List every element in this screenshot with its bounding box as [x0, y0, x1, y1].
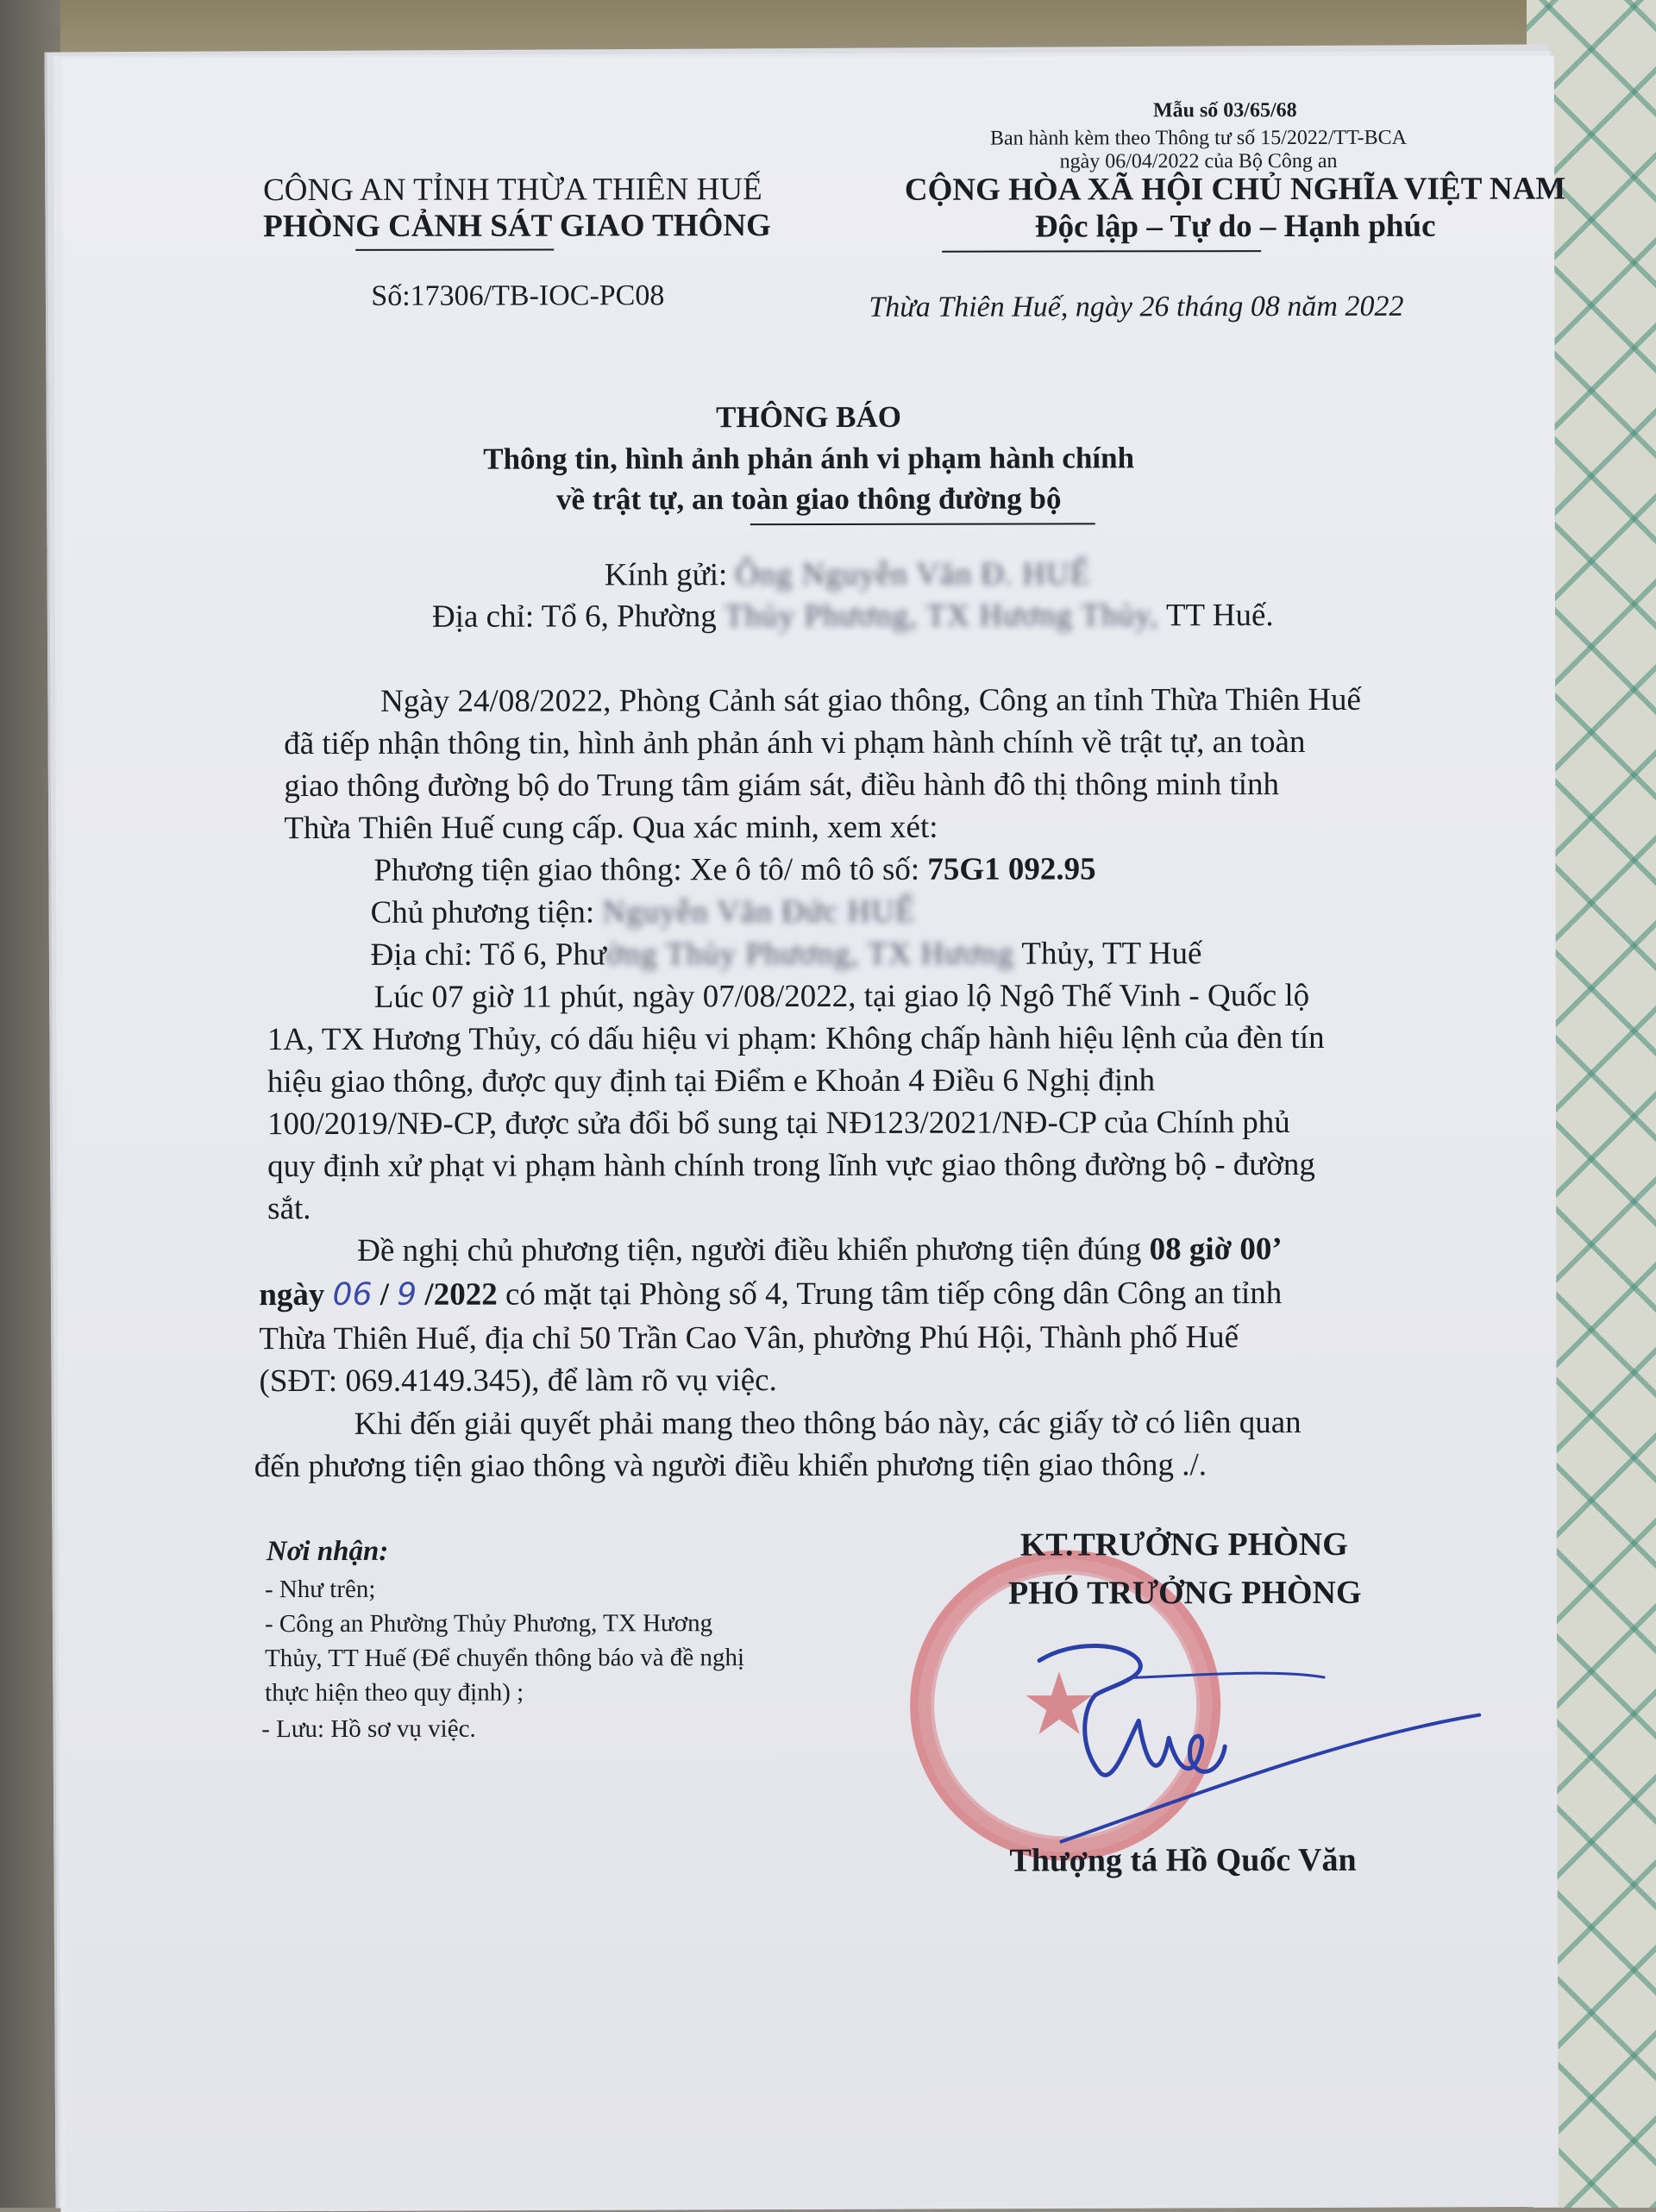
license-plate: 75G1 092.95: [927, 851, 1096, 887]
owner-address-label: Địa chỉ: Tổ 6, Phư: [370, 937, 606, 973]
request-text: có mặt tại Phòng số 4, Trung tâm tiếp công dân Công an tỉnh: [505, 1275, 1283, 1313]
document-subtitle: Thông tin, hình ảnh phản ánh vi phạm hành chính: [483, 441, 1135, 476]
form-basis-line: Ban hành kèm theo Thông tư số 15/2022/TT-BCA: [989, 126, 1408, 150]
form-number: Mẫu số 03/65/68: [1152, 99, 1297, 122]
divider: [942, 250, 1261, 253]
signer-title: PHÓ TRƯỞNG PHÒNG: [1007, 1574, 1362, 1612]
national-title: [804, 170, 1656, 246]
motto: Độc lập – Tự do – Hạnh phúc: [1034, 208, 1436, 245]
signer-name: Thượng tá Hồ Quốc Văn: [1009, 1841, 1357, 1879]
owner-line: [371, 891, 916, 934]
body-line: đến phương tiện giao thông và người điều khiển phương tiện giao thông ./.: [254, 1447, 1208, 1485]
body-line: Khi đến giải quyết phải mang theo thông báo này, các giấy tờ có liên quan: [354, 1405, 1302, 1442]
recipient-address: [432, 594, 1274, 638]
form-basis: [990, 127, 1407, 174]
owner-address-end: Thủy, TT Huế: [1021, 936, 1202, 972]
document-page: [62, 55, 1566, 2209]
body-line: Thừa Thiên Huế, địa chỉ 50 Trần Cao Vân, phường Phú Hội, Thành phố Huế: [259, 1319, 1239, 1357]
request-line: [259, 1272, 1282, 1316]
body-line: Lúc 07 giờ 11 phút, ngày 07/08/2022, tại giao lộ Ngô Thế Vinh - Quốc lộ: [373, 977, 1310, 1015]
agency-parent: CÔNG AN TỈNH THỪA THIÊN HUẾ: [263, 172, 762, 209]
date-slash: /: [380, 1276, 390, 1313]
nation-name: CỘNG HÒA XÃ HỘI CHỦ NGHĨA VIỆT NAM: [904, 171, 1566, 208]
form-basis-line: ngày 06/04/2022 của Bộ Công an: [1059, 149, 1338, 173]
date-label: ngày: [259, 1276, 325, 1313]
body-line: sắt.: [267, 1191, 311, 1227]
recipient-item: thực hiện theo quy định) ;: [265, 1678, 524, 1708]
owner-address: [371, 932, 1202, 976]
vehicle-line: [373, 848, 1095, 891]
star-icon: ★: [1020, 1657, 1098, 1753]
address-label: Địa chỉ: Tổ 6, Phường: [431, 598, 717, 635]
recipient-line: [605, 553, 1091, 596]
body-line: giao thông đường bộ do Trung tâm giám sát, điều hành đô thị thông minh tỉnh: [284, 767, 1280, 805]
body-line: đã tiếp nhận thông tin, hình ảnh phản ánh vi phạm hành chính về trật tự, an toàn: [284, 724, 1306, 762]
place-date: Thừa Thiên Huế, ngày 26 tháng 08 năm 2022: [869, 290, 1404, 323]
divider: [750, 523, 1095, 525]
agency-name: PHÒNG CẢNH SÁT GIAO THÔNG: [263, 208, 771, 245]
request-text: Đề nghị chủ phương tiện, người điều khiển phương tiện đúng: [357, 1231, 1142, 1269]
body-line: 1A, TX Hương Thủy, có dấu hiệu vi phạm: Không chấp hành hiệu lệnh của đèn tín: [267, 1019, 1325, 1058]
body-line: Ngày 24/08/2022, Phòng Cảnh sát giao thông, Công an tỉnh Thừa Thiên Huế: [380, 681, 1361, 719]
recipient-item: - Công an Phường Thủy Phương, TX Hương: [264, 1609, 713, 1639]
handwritten-day: 06: [332, 1276, 373, 1313]
request-line: [357, 1228, 1283, 1272]
recipient-item: - Lưu: Hồ sơ vụ việc.: [261, 1714, 476, 1744]
redacted-owner: Nguyễn Văn Đức HUẾ: [602, 893, 916, 931]
body-line: (SĐT: 069.4149.345), để làm rõ vụ việc.: [259, 1363, 777, 1400]
body-line: hiệu giao thông, được quy định tại Điểm e Khoản 4 Điều 6 Nghị định: [267, 1062, 1156, 1100]
address-end: TT Huế.: [1165, 598, 1274, 634]
appointment-time: 08 giờ 00’: [1149, 1231, 1283, 1268]
body-line: quy định xử phạt vi phạm hành chính trong lĩnh vực giao thông đường bộ - đường: [267, 1146, 1315, 1185]
recipients-title: Nơi nhận:: [266, 1535, 389, 1568]
redacted-name: Ông Nguyễn Văn Đ. HUẾ: [735, 556, 1091, 593]
issuing-agency: [263, 172, 771, 245]
vehicle-label: Phương tiện giao thông: Xe ô tô/ mô tô số:: [373, 851, 920, 888]
body-line: Thừa Thiên Huế cung cấp. Qua xác minh, xem xét:: [284, 809, 938, 847]
body-line: 100/2019/NĐ-CP, được sửa đổi bổ sung tại NĐ123/2021/NĐ-CP của Chính phủ: [267, 1105, 1290, 1143]
redacted-address: Thủy Phương, TX Hương Thủy,: [724, 598, 1159, 635]
redacted-owner-address: ờng Thủy Phương, TX Hương: [605, 936, 1014, 973]
document-title: THÔNG BÁO: [716, 399, 902, 435]
owner-label: Chủ phương tiện:: [370, 894, 595, 931]
handwritten-month: 9: [397, 1276, 417, 1313]
date-year: /2022: [424, 1276, 498, 1313]
divider: [355, 249, 554, 251]
recipient-item: - Như trên;: [264, 1575, 376, 1604]
document-number: Số:17306/TB-IOC-PC08: [371, 279, 665, 312]
signer-title: KT.TRƯỞNG PHÒNG: [1019, 1526, 1348, 1563]
recipient-item: Thủy, TT Huế (Để chuyển thông báo và đề nghị: [265, 1644, 745, 1673]
recipient-label: Kính gửi:: [604, 557, 728, 593]
document-subtitle: về trật tự, an toàn giao thông đường bộ: [555, 481, 1062, 517]
